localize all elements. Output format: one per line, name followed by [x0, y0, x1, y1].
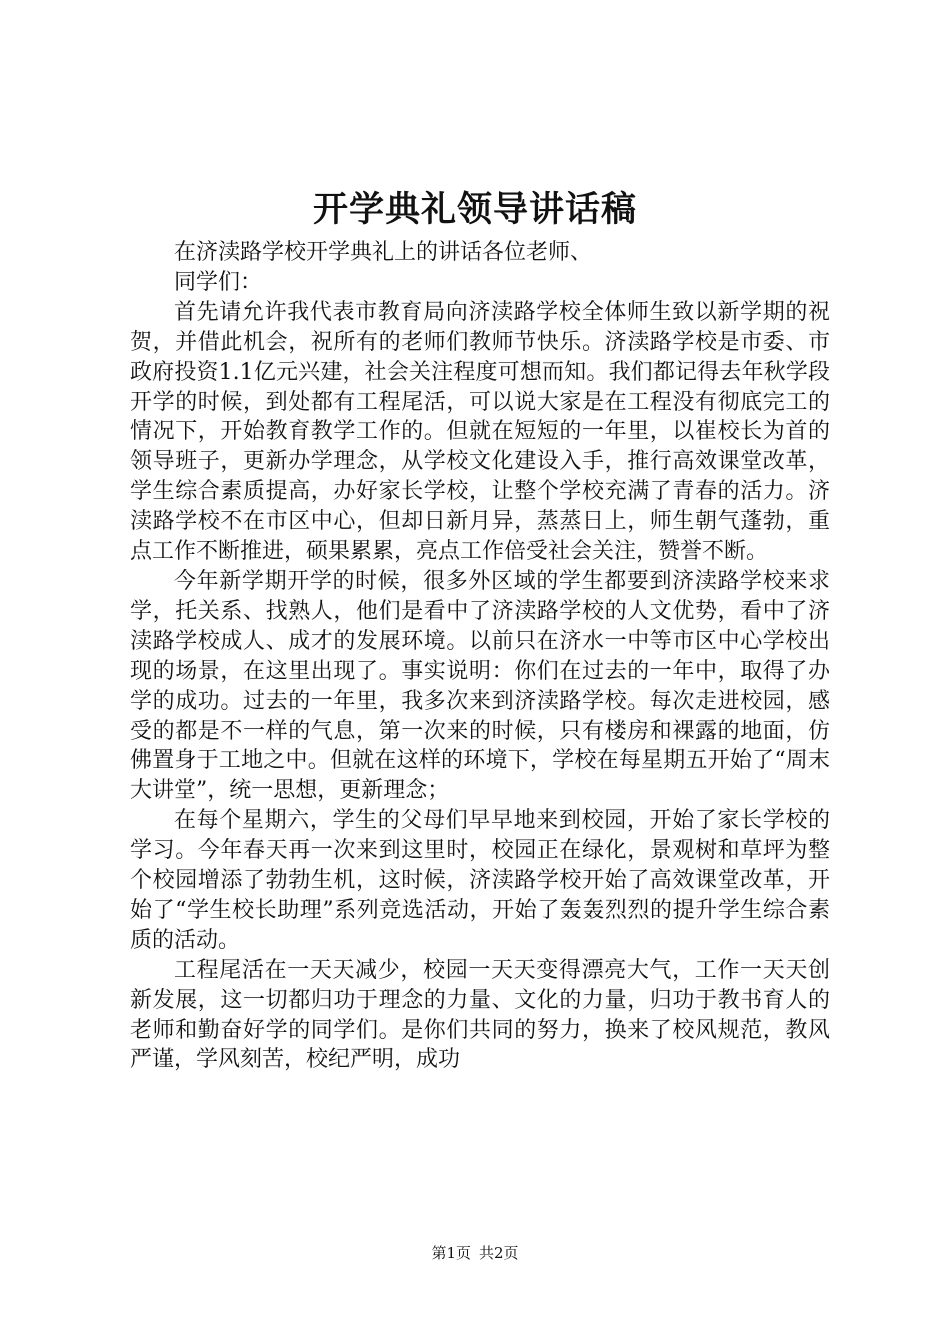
- paragraph: 工程尾活在一天天减少，校园一天天变得漂亮大气，工作一天天创新发展，这一切都归功于理念的力量、文化的力量，归功于教书育人的老师和勤奋好学的同学们。是你们共同的努力，换来了校风规范，教风严谨，学风刻苦，校纪严明，成功: [130, 957, 830, 1073]
- paragraph: 今年新学期开学的时候，很多外区域的学生都要到济渎路学校来求学，托关系、找熟人，他们是看中了济渎路学校的人文优势，看中了济渎路学校成人、成才的发展环境。以前只在济水一中等市区中心学校出现的场景，在这里出现了。事实说明：你们在过去的一年中，取得了办学的成功。过去的一年里，我多次来到济渎路学校。每次走进校园，感受的都是不一样的气息，第一次来的时候，只有楼房和裸露的地面，仿佛置身于工地之中。但就在这样的环境下，学校在每星期五开始了“周末大讲堂”，统一思想，更新理念；: [130, 568, 830, 804]
- page-total: 共2页: [479, 1244, 519, 1262]
- document-title: 开学典礼领导讲话稿: [312, 189, 637, 230]
- paragraph: 在济渎路学校开学典礼上的讲话各位老师、: [174, 240, 593, 265]
- paragraph: 同学们：: [174, 269, 263, 295]
- paragraph: 首先请允许我代表市教育局向济渎路学校全体师生致以新学期的祝贺，并借此机会，祝所有的老师们教师节快乐。济渎路学校是市委、市政府投资1.1亿元兴建，社会关注程度可想而知。我们都记得去年秋学段开学的时候，到处都有工程尾活，可以说大家是在工程没有彻底完工的情况下，开始教育教学工作的。但就在短短的一年里，以崔校长为首的领导班子，更新办学理念，从学校文化建设入手，推行高效课堂改革，学生综合素质提高，办好家长学校，让整个学校充满了青春的活力。济渎路学校不在市区中心，但却日新月异，蒸蒸日上，师生朝气蓬勃，重点工作不断推进，硕果累累，亮点工作倍受社会关注，赞誉不断。: [130, 299, 830, 565]
- document-body: [130, 238, 830, 1075]
- page-number: 第1页: [431, 1244, 471, 1262]
- page-footer: [0, 1241, 950, 1265]
- paragraph: 在每个星期六，学生的父母们早早地来到校园，开始了家长学校的学习。今年春天再一次来到这里时，校园正在绿化，景观树和草坪为整个校园增添了勃勃生机，这时候，济渎路学校开始了高效课堂改革，开始了“学生校长助理”系列竞选活动，开始了轰轰烈烈的提升学生综合素质的活动。: [130, 808, 830, 953]
